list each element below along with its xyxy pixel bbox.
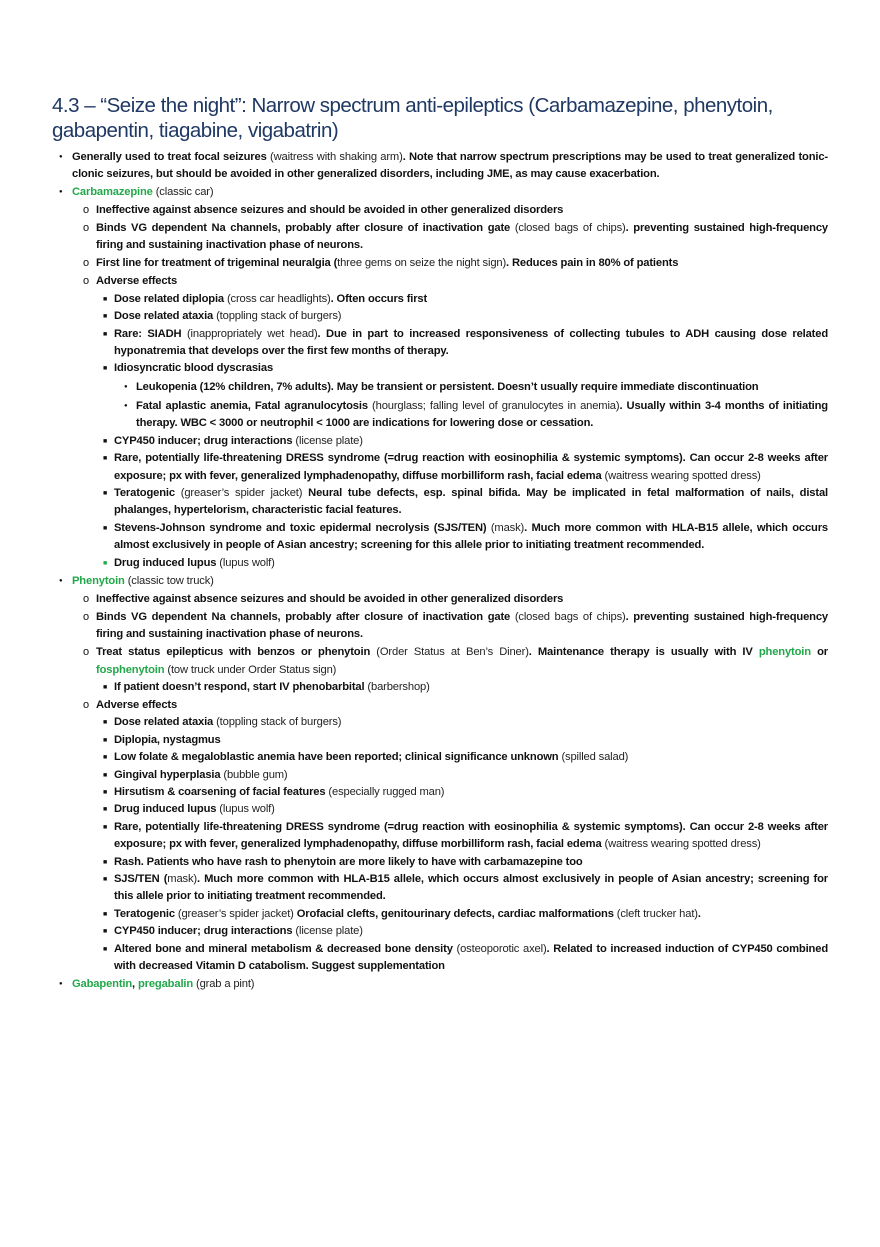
mnemonic-note: (toppling stack of burgers) (216, 310, 342, 323)
list-item (0, 379, 828, 396)
outline-list (0, 148, 880, 993)
list-item (0, 360, 828, 377)
square-bullet-icon: ■ (103, 928, 108, 936)
item-text: Diplopia, nystagmus (114, 733, 221, 746)
drug-name: Gabapentin (72, 978, 133, 990)
mnemonic-note: three gems on seize the night sign) (337, 257, 507, 270)
list-item (0, 573, 828, 590)
mnemonic-note: (lupus wolf) (219, 803, 275, 816)
square-bullet-icon: ■ (103, 330, 108, 338)
square-bullet-icon: ■ (103, 736, 108, 744)
item-text: Stevens-Johnson syndrome and toxic epidermal necrolysis (SJS/TEN) (114, 521, 491, 534)
list-item (0, 450, 828, 485)
mnemonic-note: (mask) (490, 521, 525, 534)
bullet-icon: ● (124, 384, 128, 391)
item-text: Binds VG dependent Na channels, probably after closure of inactivation gate (96, 222, 515, 234)
circle-bullet-icon: o (83, 204, 89, 216)
list-item (0, 941, 828, 976)
item-text: Idiosyncratic blood dyscrasias (114, 362, 274, 375)
item-text: Dose related ataxia (114, 716, 217, 729)
list-item (0, 326, 828, 361)
item-text: Rash. Patients who have rash to phenytoin are more likely to have with carbamazepine too (114, 855, 583, 868)
square-bullet-icon: ■ (103, 295, 108, 303)
item-text: Hirsutism & coarsening of facial features (114, 785, 329, 798)
square-bullet-icon: ■ (103, 754, 108, 762)
mnemonic-note: (closed bags of chips) (514, 222, 626, 234)
item-text: Gingival hyperplasia (114, 768, 224, 781)
item-text: or (810, 646, 828, 659)
list-item (0, 749, 828, 766)
mnemonic-note: (greaser’s spider jacket) (177, 907, 297, 920)
mnemonic-note: (classic car) (152, 186, 214, 198)
list-item (0, 923, 828, 940)
square-bullet-icon: ■ (103, 806, 108, 814)
item-text: Fatal aplastic anemia, Fatal agranulocytosis (136, 400, 373, 413)
mnemonic-note: (osteoporotic axel) (456, 942, 547, 955)
item-text: . Much more common with HLA-B15 allele, which occurs almost exclusively in people of Asian ancestry; screening for this allele prior to initiating treatment recommended. (114, 521, 828, 552)
item-text: Adverse effects (96, 698, 178, 711)
drug-name: phenytoin (758, 646, 811, 659)
list-item (0, 520, 828, 555)
list-item (0, 184, 828, 201)
mnemonic-note: (closed bags of chips) (514, 610, 626, 623)
item-text: Dose related ataxia (114, 310, 217, 323)
mnemonic-note: (grab a pint) (193, 978, 255, 990)
mnemonic-note: (license plate) (295, 925, 363, 938)
mnemonic-note: (inappropriately wet head) (186, 327, 318, 340)
mnemonic-note: (greaser’s spider jacket) (180, 487, 309, 500)
mnemonic-note: (toppling stack of burgers) (216, 716, 342, 729)
item-text: Drug induced lupus (114, 803, 220, 816)
page-title: 4.3 – “Seize the night”: Narrow spectrum anti-epileptics (Carbamazepine, phenytoin, gabapentin, tiagabine, vigabatrin) (52, 94, 773, 142)
list-item (0, 819, 828, 854)
mnemonic-note: (spilled salad) (561, 751, 629, 764)
item-text: . Often occurs first (330, 292, 428, 305)
item-text: Neural tube defects, esp. spinal bifida. May be implicated in fetal malformation of nails, distal phalanges, hypertelorism, characteristic facial features. (114, 487, 828, 517)
square-bullet-icon: ■ (103, 945, 108, 953)
square-bullet-icon: ■ (103, 313, 108, 321)
list-item (0, 609, 828, 644)
list-item (0, 767, 828, 784)
list-item (0, 871, 828, 906)
list-item (0, 149, 828, 184)
mnemonic-note: (license plate) (295, 434, 363, 447)
item-text: Rare, potentially life-threatening DRESS syndrome (=drug reaction with eosinophilia & systemic symptoms). Can occur 2-8 weeks after exposure; px with fever, generalized lymphadenopathy, diffuse morbilliform rash, facial edema (114, 820, 828, 851)
list-item (0, 291, 828, 308)
list-item (0, 976, 828, 993)
item-text: . preventing sustained high-frequency firing and sustaining inactivation phase of neurons. (96, 610, 828, 641)
list-item (0, 714, 828, 731)
item-text: CYP450 inducer; drug interactions (114, 434, 296, 447)
list-item (0, 906, 828, 923)
circle-bullet-icon: o (83, 257, 89, 270)
item-text: Low folate & megaloblastic anemia have been reported; clinical significance unknown (114, 751, 562, 764)
item-text: SJS/TEN ( (114, 872, 168, 885)
mnemonic-note: (waitress with shaking arm) (270, 150, 403, 163)
list-item (0, 854, 828, 871)
square-bullet-icon: ■ (103, 858, 108, 866)
list-item (0, 679, 828, 696)
drug-name: Phenytoin (72, 574, 125, 587)
square-bullet-icon: ■ (103, 875, 108, 883)
list-item (0, 255, 828, 272)
square-bullet-icon: ■ (103, 788, 108, 796)
item-text: . Much more common with HLA-B15 allele, which occurs almost exclusively in people of Asian ancestry; screening for this allele prior to initiating treatment recommended. (114, 872, 828, 903)
mnemonic-note: (cleft trucker hat) (616, 907, 698, 920)
item-text: . preventing sustained high-frequency firing and sustaining inactivation phase of neurons. (96, 222, 828, 252)
mnemonic-note: (waitress wearing spotted dress) (604, 838, 761, 851)
list-item (0, 433, 828, 450)
square-bullet-icon: ■ (103, 559, 108, 567)
item-text: . Related to increased induction of CYP450 combined with decreased Vitamin D catabolism. Suggest supplementation (114, 942, 828, 972)
circle-bullet-icon: o (83, 592, 89, 605)
item-text: Rare: SIADH (114, 327, 187, 340)
list-item (0, 697, 828, 714)
item-text: CYP450 inducer; drug interactions (114, 925, 296, 938)
item-text: , (132, 978, 138, 990)
item-text: If patient doesn’t respond, start IV phenobarbital (114, 680, 368, 693)
list-item (0, 555, 828, 572)
circle-bullet-icon: o (83, 275, 89, 288)
circle-bullet-icon: o (83, 646, 89, 659)
item-text: Dose related diplopia (114, 292, 227, 305)
list-item (0, 308, 828, 325)
item-text: . Due in part to increased responsiveness of collecting tubules to ADH causing dose related hyponatremia that develops over the first few months of therapy. (114, 327, 829, 358)
item-text: Leukopenia (12% children, 7% adults). May be transient or persistent. Doesn’t usually require immediate discontinuation (136, 381, 759, 394)
square-bullet-icon: ■ (103, 823, 108, 831)
circle-bullet-icon: o (83, 222, 89, 234)
mnemonic-note: (bubble gum) (223, 768, 288, 781)
list-item (0, 273, 828, 290)
square-bullet-icon: ■ (103, 455, 108, 463)
square-bullet-icon: ■ (103, 719, 108, 727)
item-text: Teratogenic (114, 487, 181, 500)
item-text: . Reduces pain in 80% of patients (506, 257, 679, 270)
drug-name: fosphenytoin (96, 663, 165, 676)
item-text: . Note that narrow spectrum prescriptions may be used to treat generalized tonic-clonic seizures, but should be avoided in other generalized disorders, including JME, as may cause exacerbation. (72, 150, 828, 180)
list-item (0, 801, 828, 818)
circle-bullet-icon: o (83, 610, 89, 623)
item-text: Ineffective against absence seizures and should be avoided in other generalized disorders (96, 592, 564, 605)
drug-name: pregabalin (137, 978, 194, 990)
mnemonic-note: (cross car headlights) (226, 292, 331, 305)
mnemonic-note: mask) (167, 872, 198, 885)
item-text: . Usually within 3-4 months of initiating therapy. WBC < 3000 or neutrophil < 1000 are indications for lowering dose or cessation. (136, 400, 828, 430)
mnemonic-note: (classic tow truck) (124, 574, 214, 587)
item-text: First line for treatment of trigeminal neuralgia ( (96, 257, 338, 270)
list-item (0, 732, 828, 749)
item-text: Treat status epilepticus with benzos or phenytoin (96, 646, 377, 659)
bullet-icon: ● (59, 189, 63, 195)
item-text: Rare, potentially life-threatening DRESS syndrome (=drug reaction with eosinophilia & systemic symptoms). Can occur 2-8 weeks after exposure; px with fever, generalized lymphadenopathy, diffuse morbilliform rash, facial edema (114, 452, 828, 482)
mnemonic-note: (tow truck under Order Status sign) (164, 663, 337, 676)
item-text: Adverse effects (96, 275, 178, 288)
square-bullet-icon: ■ (103, 683, 108, 691)
item-text: Orofacial clefts, genitourinary defects, cardiac malformations (296, 907, 617, 920)
bullet-icon: ● (59, 577, 63, 584)
square-bullet-icon: ■ (103, 524, 108, 532)
list-item (0, 591, 828, 608)
mnemonic-note: (waitress wearing spotted dress) (604, 469, 761, 482)
mnemonic-note: (hourglass; falling level of granulocytes in anemia) (372, 400, 620, 413)
item-text: Teratogenic (114, 907, 178, 920)
circle-bullet-icon: o (83, 698, 89, 711)
square-bullet-icon: ■ (103, 365, 108, 373)
square-bullet-icon: ■ (103, 490, 108, 498)
list-item (0, 644, 828, 679)
item-text: . Maintenance therapy is usually with IV (528, 646, 759, 659)
mnemonic-note: (lupus wolf) (219, 556, 275, 569)
item-text: Drug induced lupus (114, 556, 220, 569)
mnemonic-note: (barbershop) (367, 680, 430, 693)
bullet-icon: ● (124, 403, 128, 410)
square-bullet-icon: ■ (103, 437, 108, 445)
list-item (0, 485, 828, 520)
item-text: Ineffective against absence seizures and should be avoided in other generalized disorders (96, 204, 564, 216)
bullet-icon: ● (59, 981, 63, 987)
drug-name: Carbamazepine (72, 186, 153, 198)
item-text: . (697, 907, 701, 920)
square-bullet-icon: ■ (103, 910, 108, 918)
list-item (0, 220, 828, 255)
mnemonic-note: (especially rugged man) (328, 785, 445, 798)
item-text: Generally used to treat focal seizures (72, 150, 270, 163)
list-item (0, 202, 828, 219)
list-item (0, 784, 828, 801)
item-text: Altered bone and mineral metabolism & decreased bone density (114, 942, 457, 955)
square-bullet-icon: ■ (103, 771, 108, 779)
bullet-icon: ● (59, 153, 63, 160)
list-item (0, 398, 828, 433)
item-text: Binds VG dependent Na channels, probably after closure of inactivation gate (96, 610, 515, 623)
mnemonic-note: (Order Status at Ben’s Diner) (376, 646, 529, 659)
